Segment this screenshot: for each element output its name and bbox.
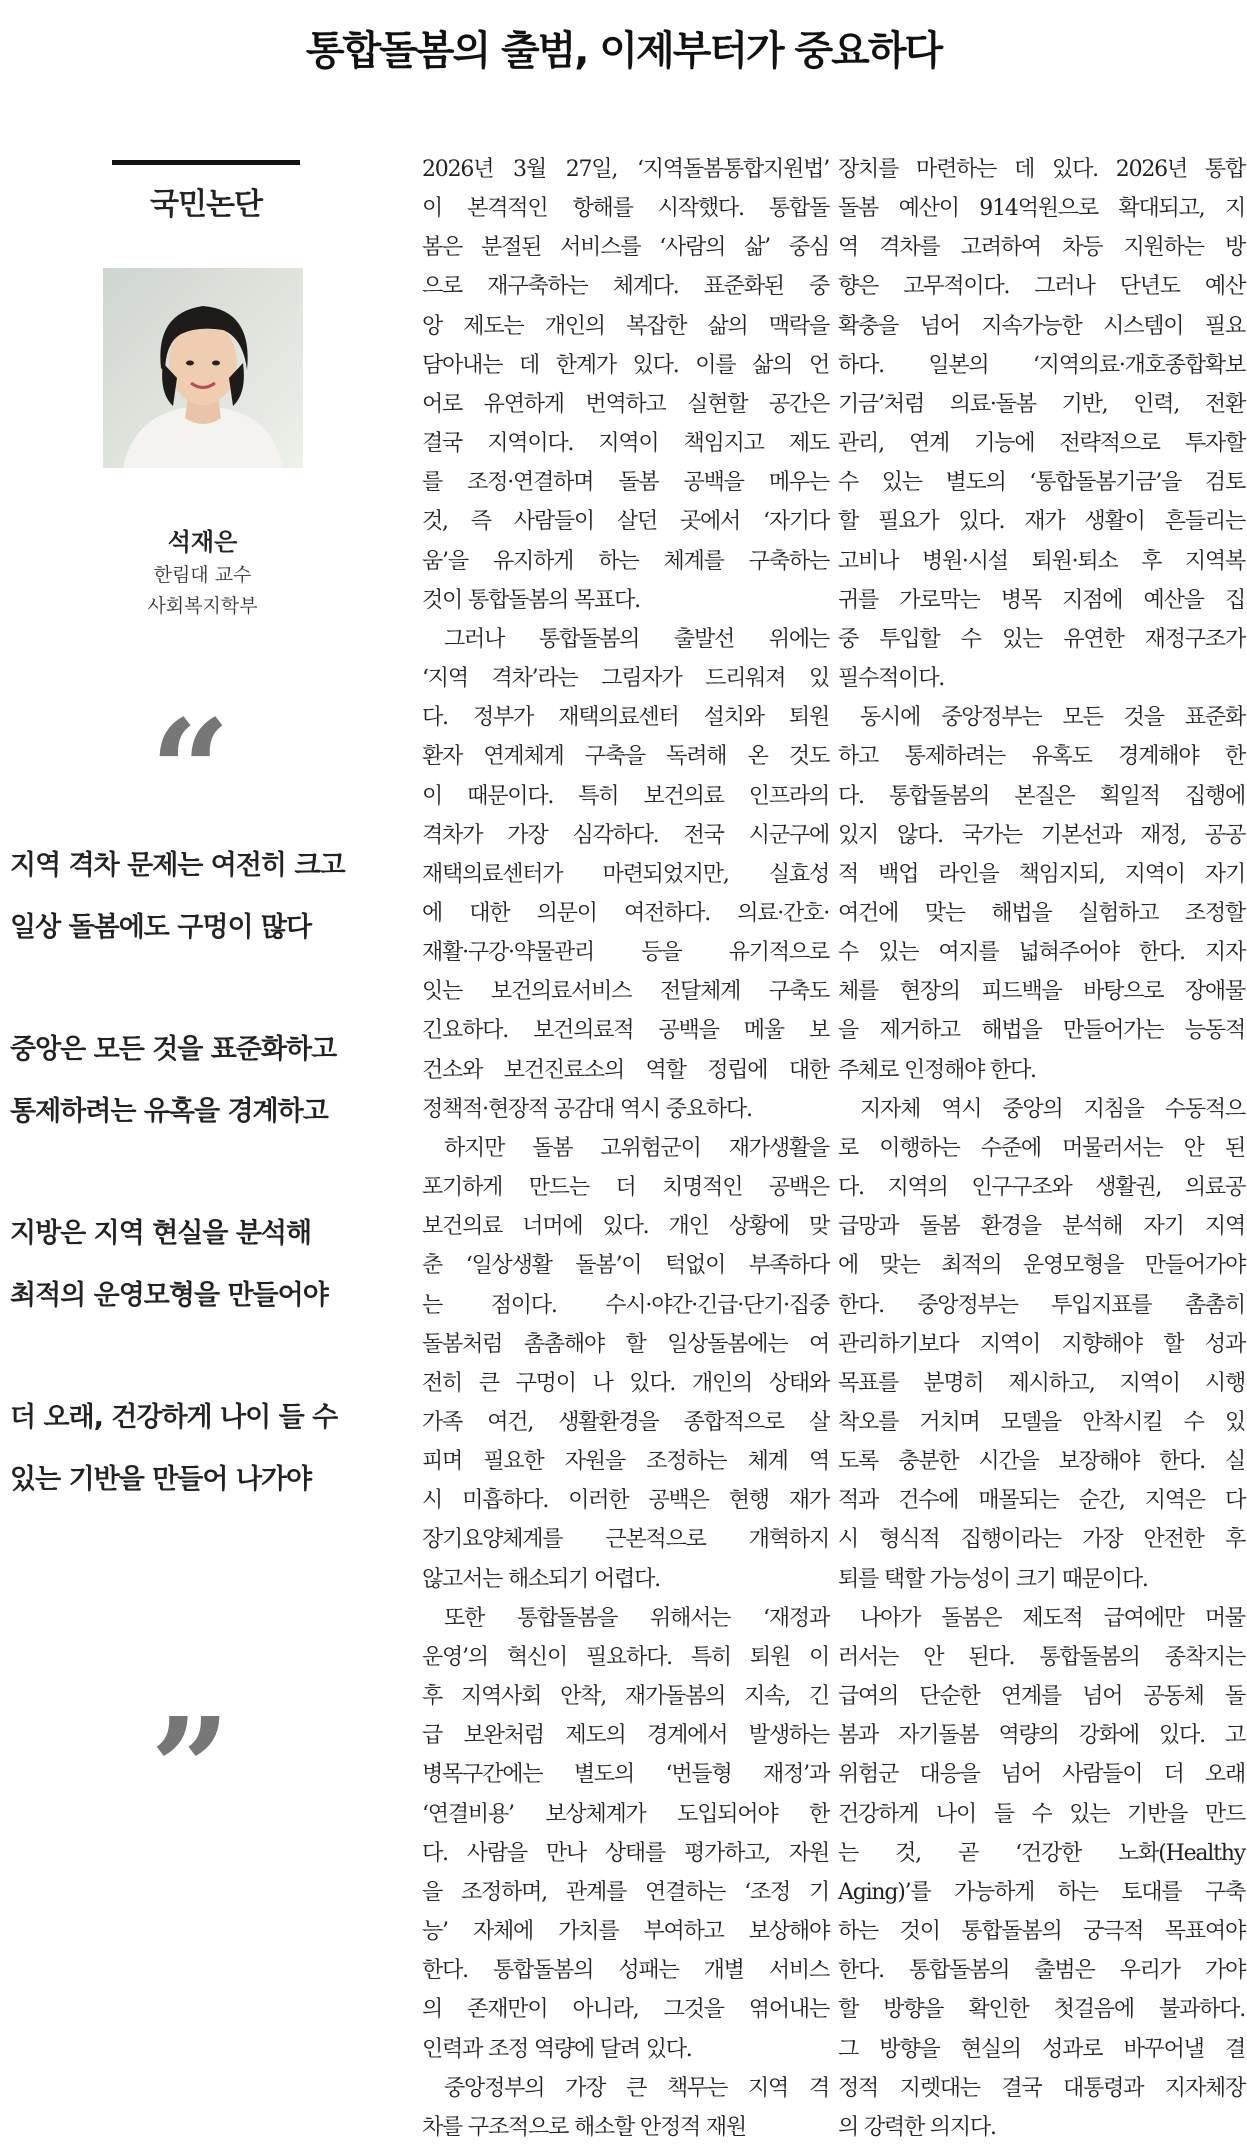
article-line: 시 미흡하다. 이러한 공백은 현행 재가 <box>422 1488 829 1514</box>
article-line: 중앙정부의 가장 큰 책무는 지역 격 <box>444 2075 829 2101</box>
article-line: 수 있는 여지를 넓혀주어야 한다. 지자 <box>838 940 1245 966</box>
author-name: 석재은 <box>167 528 238 556</box>
article-paragraph <box>422 620 829 1129</box>
article-line: 퇴를 택할 가능성이 크기 때문이다. <box>838 1566 1148 1592</box>
article-line: 으로 재구축하는 체계다. 표준화된 중 <box>422 274 829 300</box>
article-line: 고비나 병원·시설 퇴원·퇴소 후 지역복 <box>838 548 1245 574</box>
article-line: 그 방향을 현실의 성과로 바꾸어낼 결 <box>838 2036 1245 2062</box>
author-title: 한림대 교수 <box>153 564 252 586</box>
article-line: 다. 지역의 인구구조와 생활권, 의료공 <box>838 1175 1245 1201</box>
article-line: 적과 건수에 매몰되는 순간, 지역은 다 <box>838 1488 1245 1514</box>
article-line: 지자체 역시 중앙의 지침을 수동적으 <box>860 1096 1245 1122</box>
article-line: 것이 통합돌봄의 목표다. <box>422 587 640 613</box>
pull-quote-line: 일상 돌봄에도 구멍이 많다 <box>10 912 312 943</box>
article-paragraph <box>422 1129 829 1599</box>
article-line: 역 격차를 고려하여 차등 지원하는 방 <box>838 235 1245 261</box>
article-line: 병목구간에는 별도의 ‘번들형 재정’과 <box>422 1762 829 1788</box>
article-line: 재택의료센터가 마련되었지만, 실효성 <box>422 861 829 887</box>
author-department: 사회복지학부 <box>147 595 258 617</box>
article-line: 한다. 중앙정부는 투입지표를 촘촘히 <box>838 1292 1245 1318</box>
pull-quote <box>10 835 400 1511</box>
article-line: 다. 정부가 재택의료센터 설치와 퇴원 <box>422 705 829 731</box>
article-line: 도록 충분한 시간을 보장해야 한다. 실 <box>838 1449 1245 1475</box>
pull-quote-line: 지방은 지역 현실을 분석해 <box>10 1218 312 1249</box>
article-line: 는 것, 곧 ‘건강한 노화(Healthy <box>838 1840 1245 1866</box>
article-line: 차를 구조적으로 해소할 안정적 재원 <box>422 2114 746 2140</box>
article-line: 급 보완처럼 제도의 경계에서 발생하는 <box>422 1723 829 1749</box>
article-paragraph <box>422 150 829 620</box>
article-line: 담아내는 데 한계가 있다. 이를 삶의 언 <box>422 352 829 378</box>
article-line: 이 본격적인 항해를 시작했다. 통합돌 <box>422 196 829 222</box>
article-line: 를 조정·연결하며 돌봄 공백을 메우는 <box>422 470 829 496</box>
article-line: 하는 것이 통합돌봄의 궁극적 목표여야 <box>838 1919 1245 1945</box>
article-line: 체를 현장의 피드백을 바탕으로 장애물 <box>838 979 1245 1005</box>
article-line: ‘지역 격차’라는 그림자가 드리워져 있 <box>422 666 829 692</box>
article-line: 하고 통제하려는 유혹도 경계해야 한 <box>838 744 1245 770</box>
article-line: 의 존재만이 아니라, 그것을 엮어내는 <box>422 1997 829 2023</box>
article-paragraph <box>838 1090 1245 1599</box>
article-line: 능’ 자체에 가치를 부여하고 보상해야 <box>422 1919 829 1945</box>
article-line: 여건에 맞는 해법을 실험하고 조정할 <box>838 900 1245 926</box>
article-line: 관리하기보다 지역이 지향해야 할 성과 <box>838 1331 1245 1357</box>
article-line: 봄과 자기돌봄 역량의 강화에 있다. 고 <box>838 1723 1245 1749</box>
article-line: 시 형식적 집행이라는 가장 안전한 후 <box>838 1527 1245 1553</box>
article-line: 있지 않다. 국가는 기본선과 재정, 공공 <box>838 822 1245 848</box>
article-line: 보건의료 너머에 있다. 개인 상황에 맞 <box>422 1214 829 1240</box>
article-line: 의 강력한 의지다. <box>838 2114 996 2140</box>
article-line: 또한 통합돌봄을 위해서는 ‘재정과 <box>444 1605 829 1631</box>
article-line: 후 지역사회 안착, 재가돌봄의 지속, 긴 <box>422 1684 829 1710</box>
close-quote-mark: ” <box>150 1688 231 1852</box>
article-line: 잇는 보건의료서비스 전달체계 구축도 <box>422 979 829 1005</box>
article-line: 포기하게 만드는 더 치명적인 공백은 <box>422 1175 829 1201</box>
article-line: 나아가 돌봄은 제도적 급여에만 머물 <box>860 1605 1245 1631</box>
article-line: 로 이행하는 수준에 머물러서는 안 된 <box>838 1135 1245 1161</box>
article-line: 이 때문이다. 특히 보건의료 인프라의 <box>422 783 829 809</box>
article-line: 어로 유연하게 번역하고 실현할 공간은 <box>422 391 829 417</box>
article-paragraph <box>838 1599 1245 2147</box>
article-line: 가족 여건, 생활환경을 종합적으로 살 <box>422 1410 829 1435</box>
article-column-1 <box>422 150 829 2140</box>
article-line: 할 필요가 있다. 재가 생활이 흔들리는 <box>838 509 1245 535</box>
article-line: 에 맞는 최적의 운영모형을 만들어가야 <box>838 1253 1245 1279</box>
article-line: 재활·구강·약물관리 등을 유기적으로 <box>422 940 829 966</box>
article-paragraph <box>422 1599 829 2069</box>
article-line: 확충을 넘어 지속가능한 시스템이 필요 <box>838 313 1245 339</box>
article-line: 정적 지렛대는 결국 대통령과 지자체장 <box>838 2075 1245 2101</box>
article-line: 것, 즉 사람들이 살던 곳에서 ‘자기다 <box>422 509 829 535</box>
article-line: ‘연결비용’ 보상체계가 도입되어야 한 <box>422 1801 829 1827</box>
article-line: 운영’의 혁신이 필요하다. 특히 퇴원 이 <box>422 1644 829 1670</box>
author-affiliation <box>0 560 405 622</box>
headline: 통합돌봄의 출범, 이제부터가 중요하다 <box>305 28 942 74</box>
article-line: 급여의 단순한 연계를 넘어 공동체 돌 <box>838 1684 1245 1710</box>
article-line: 급망과 돌봄 환경을 분석해 자기 지역 <box>838 1214 1245 1240</box>
pull-quote-line: 중앙은 모든 것을 표준화하고 <box>10 1034 337 1065</box>
article-line: 러서는 안 된다. 통합돌봄의 종착지는 <box>838 1644 1245 1670</box>
article-line: 기금’처럼 의료·돌봄 기반, 인력, 전환 <box>838 391 1245 417</box>
article-line: 적 백업 라인을 책임지되, 지역이 자기 <box>838 861 1245 887</box>
article-line: 피며 필요한 자원을 조정하는 체계 역 <box>422 1449 829 1475</box>
article-line: 목표를 분명히 제시하고, 지역이 시행 <box>838 1370 1245 1396</box>
section-label: 국민논단 <box>112 160 300 223</box>
article-line: 긴요하다. 보건의료적 공백을 메울 보 <box>422 1018 829 1044</box>
article-line: 장기요양체계를 근본적으로 개혁하지 <box>422 1527 829 1553</box>
article-line: 하다. 일본의 ‘지역의료·개호종합확보 <box>838 352 1245 378</box>
article-line: 봄은 분절된 서비스를 ‘사람의 삶’ 중심 <box>422 235 829 261</box>
article-line: 환자 연계체계 구축을 독려해 온 것도 <box>422 744 829 770</box>
pull-quote-line: 더 오래, 건강하게 나이 들 수 <box>10 1402 338 1433</box>
article-line: 을 조정하며, 관계를 연결하는 ‘조정 기 <box>422 1879 829 1905</box>
article-line: 관리, 연계 기능에 전략적으로 투자할 <box>838 431 1245 457</box>
article-line: 할 방향을 확인한 첫걸음에 불과하다. <box>838 1997 1245 2023</box>
article-paragraph <box>838 698 1245 1090</box>
article-line: 움’을 유지하게 하는 체계를 구축하는 <box>422 548 829 574</box>
article-line: 결국 지역이다. 지역이 책임지고 제도 <box>422 431 829 457</box>
article-line: 는 점이다. 수시·야간·긴급·단기·집중 <box>422 1292 829 1318</box>
article-line: 다. 사람을 만나 상태를 평가하고, 자원 <box>422 1840 829 1866</box>
article-line: 건강하게 나이 들 수 있는 기반을 만드 <box>838 1801 1245 1827</box>
article-line: 주체로 인정해야 한다. <box>838 1057 1036 1083</box>
article-line: 건소와 보건진료소의 역할 정립에 대한 <box>422 1057 829 1083</box>
article-line: 춘 ‘일상생활 돌봄’이 턱없이 부족하다 <box>422 1253 829 1279</box>
pull-quote-line: 있는 기반을 만들어 나가야 <box>10 1464 312 1495</box>
article-line: 동시에 중앙정부는 모든 것을 표준화 <box>860 705 1245 731</box>
article-line: 전히 큰 구멍이 나 있다. 개인의 상태와 <box>422 1370 829 1396</box>
article-line: 귀를 가로막는 병목 지점에 예산을 집 <box>838 587 1245 613</box>
article-line: 위험군 대응을 넘어 사람들이 더 오래 <box>838 1762 1245 1788</box>
author-photo <box>103 268 303 468</box>
article-line: 다. 통합돌봄의 본질은 획일적 집행에 <box>838 783 1245 809</box>
article-line: 한다. 통합돌봄의 성패는 개별 서비스 <box>422 1958 829 1984</box>
article-line: 격차가 가장 심각하다. 전국 시군구에 <box>422 822 829 848</box>
article-line: 착오를 거치며 모델을 안착시킬 수 있 <box>838 1410 1245 1435</box>
article-line: 앙 제도는 개인의 복잡한 삶의 맥락을 <box>422 313 829 339</box>
author-sidebar <box>0 150 405 2110</box>
pull-quote-line: 최적의 운영모형을 만들어야 <box>10 1280 328 1311</box>
pull-quote-line: 지역 격차 문제는 여전히 크고 <box>10 850 345 881</box>
article-line: 한다. 통합돌봄의 출범은 우리가 가야 <box>838 1958 1245 1984</box>
article-line: 장치를 마련하는 데 있다. 2026년 통합 <box>838 157 1245 182</box>
article-line: Aging)’를 가능하게 하는 토대를 구축 <box>838 1879 1245 1905</box>
article-line: 중 투입할 수 있는 유연한 재정구조가 <box>838 626 1245 652</box>
article-paragraph <box>838 150 1245 698</box>
article-line: 을 제거하고 해법을 만들어가는 능동적 <box>838 1018 1245 1044</box>
article-column-2 <box>838 150 1245 2140</box>
article-line: 않고서는 해소되기 어렵다. <box>422 1566 660 1592</box>
open-quote-mark: “ <box>150 690 231 854</box>
article-line: 돌봄 예산이 914억원으로 확대되고, 지 <box>838 196 1245 222</box>
article-line: 2026년 3월 27일, ‘지역돌봄통합지원법’ <box>422 157 829 182</box>
article-line: 그러나 통합돌봄의 출발선 위에는 <box>444 626 829 652</box>
article-line: 돌봄처럼 촘촘해야 할 일상돌봄에는 여 <box>422 1331 829 1357</box>
article-line: 필수적이다. <box>838 666 945 692</box>
article-line: 정책적·현장적 공감대 역시 중요하다. <box>422 1096 752 1122</box>
pull-quote-line: 통제하려는 유혹을 경계하고 <box>10 1096 328 1127</box>
article-line: 수 있는 별도의 ‘통합돌봄기금’을 검토 <box>838 470 1245 496</box>
article-line: 향은 고무적이다. 그러나 단년도 예산 <box>838 274 1245 300</box>
article-line: 하지만 돌봄 고위험군이 재가생활을 <box>444 1135 829 1161</box>
article-line: 에 대한 의문이 여전하다. 의료·간호· <box>422 900 829 926</box>
article-line: 인력과 조정 역량에 달려 있다. <box>422 2036 692 2062</box>
article-paragraph <box>422 2069 829 2147</box>
